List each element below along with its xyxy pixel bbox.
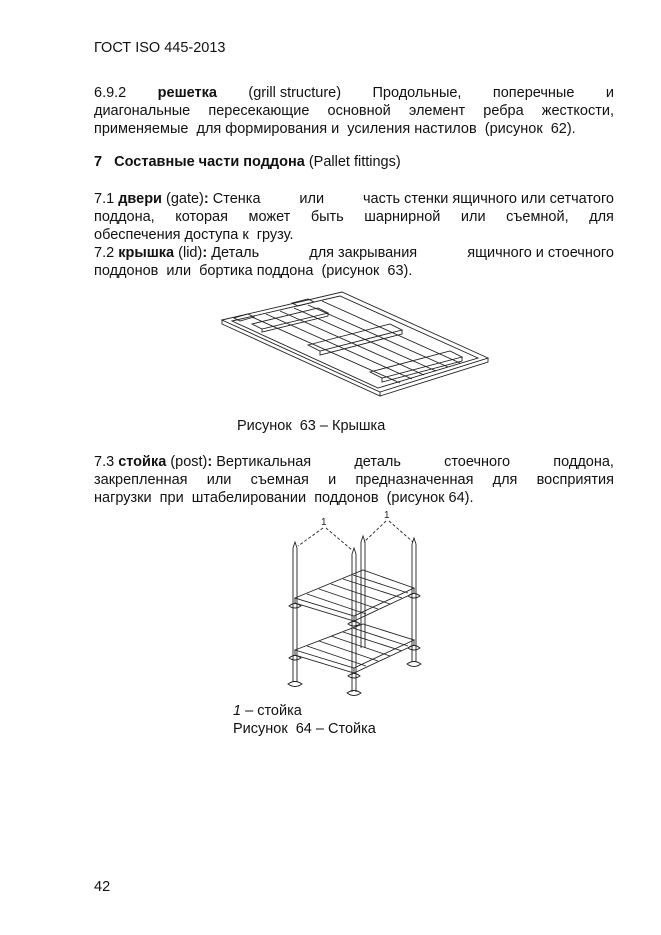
- clause-term-en: (post): [170, 454, 208, 470]
- clause-7-3-line-1: [94, 453, 614, 471]
- callout-1-left: 1: [321, 517, 327, 528]
- legend-number: 1: [233, 703, 242, 719]
- clause-term-en: (lid): [178, 245, 203, 261]
- text-word: быть: [310, 209, 344, 225]
- text-word: закрепленная: [94, 472, 188, 488]
- text-word: основной: [327, 103, 391, 119]
- text-word: ящичного и стоечного: [467, 245, 614, 261]
- text-word: стоечного: [444, 454, 511, 470]
- text-word: для: [589, 209, 614, 225]
- text-word: и: [328, 472, 337, 488]
- text-word: поддона,: [94, 209, 155, 225]
- text-word: или: [206, 472, 232, 488]
- clause-definition-start: Продольные,: [372, 85, 462, 101]
- clause-number: 7.1: [94, 191, 115, 207]
- text-word: деталь: [354, 454, 401, 470]
- text-word: пересекающие: [208, 103, 310, 119]
- clause-term-en: (gate): [166, 191, 204, 207]
- text-word: или: [460, 209, 486, 225]
- text-word: Стенка: [212, 191, 261, 207]
- figure-63-lid-drawing: [214, 284, 494, 399]
- clause-term-en: (grill structure): [248, 85, 342, 101]
- colon: :: [202, 245, 208, 261]
- section-number: 7: [94, 154, 103, 170]
- document-header: ГОСТ ISO 445-2013: [94, 40, 226, 56]
- clause-6-9-2-line-2: [94, 102, 614, 120]
- clause-term: крышка: [118, 245, 175, 261]
- clause-6-9-2-line-1: [94, 84, 614, 102]
- clause-term: решетка: [157, 85, 217, 101]
- legend-text: – стойка: [241, 703, 302, 719]
- text-word: для: [492, 472, 518, 488]
- clause-7-2-line-2: поддонов или бортика поддона (рисунок 63).: [94, 263, 413, 279]
- text-word: элемент: [408, 103, 466, 119]
- section-title-en: (Pallet fittings): [308, 154, 401, 170]
- section-7-heading: [94, 153, 401, 171]
- text-word: которая: [175, 209, 228, 225]
- clause-definition-word: поперечные: [492, 85, 575, 101]
- text-word: ребра: [483, 103, 524, 119]
- figure-63-caption: Рисунок 63 – Крышка: [237, 418, 386, 434]
- text-word: предназначенная: [355, 472, 474, 488]
- text-word: Деталь: [211, 245, 260, 261]
- figure-64-legend: [233, 702, 302, 720]
- clause-definition-word: и: [605, 85, 614, 101]
- figure-64-caption: Рисунок 64 – Стойка: [233, 721, 376, 737]
- colon: :: [207, 454, 213, 470]
- clause-number: 7.3: [94, 454, 115, 470]
- text-word: диагональные: [94, 103, 191, 119]
- text-word: Вертикальная: [216, 454, 312, 470]
- clause-number: 6.9.2: [94, 85, 127, 101]
- text-word: съемной,: [506, 209, 569, 225]
- clause-7-2-line-1: [94, 244, 614, 262]
- clause-term: двери: [118, 191, 162, 207]
- callout-1-right: 1: [384, 510, 390, 521]
- colon: :: [203, 191, 209, 207]
- text-word: может: [248, 209, 291, 225]
- text-word: часть стенки ящичного или сетчатого: [363, 191, 614, 207]
- text-word: или: [299, 191, 325, 207]
- clause-7-1-line-3: обеспечения доступа к грузу.: [94, 227, 294, 243]
- text-word: шарнирной: [364, 209, 441, 225]
- clause-7-3-line-3: нагрузки при штабелировании поддонов (рисунок 64).: [94, 490, 474, 506]
- text-word: съемная: [250, 472, 309, 488]
- clause-7-3-line-2: [94, 471, 614, 489]
- figure-64-post-drawing: [268, 506, 438, 698]
- page-number: 42: [94, 879, 111, 895]
- text-word: поддона,: [553, 454, 614, 470]
- clause-term: стойка: [118, 454, 167, 470]
- text-word: для закрывания: [309, 245, 418, 261]
- text-word: жесткости,: [541, 103, 614, 119]
- clause-7-1-line-2: [94, 208, 614, 226]
- section-title: Составные части поддона: [114, 154, 305, 170]
- clause-6-9-2-line-3: применяемые для формирования и усиления настилов (рисунок 62).: [94, 121, 576, 137]
- clause-number: 7.2: [94, 245, 115, 261]
- clause-7-1-line-1: [94, 190, 614, 208]
- text-word: восприятия: [536, 472, 614, 488]
